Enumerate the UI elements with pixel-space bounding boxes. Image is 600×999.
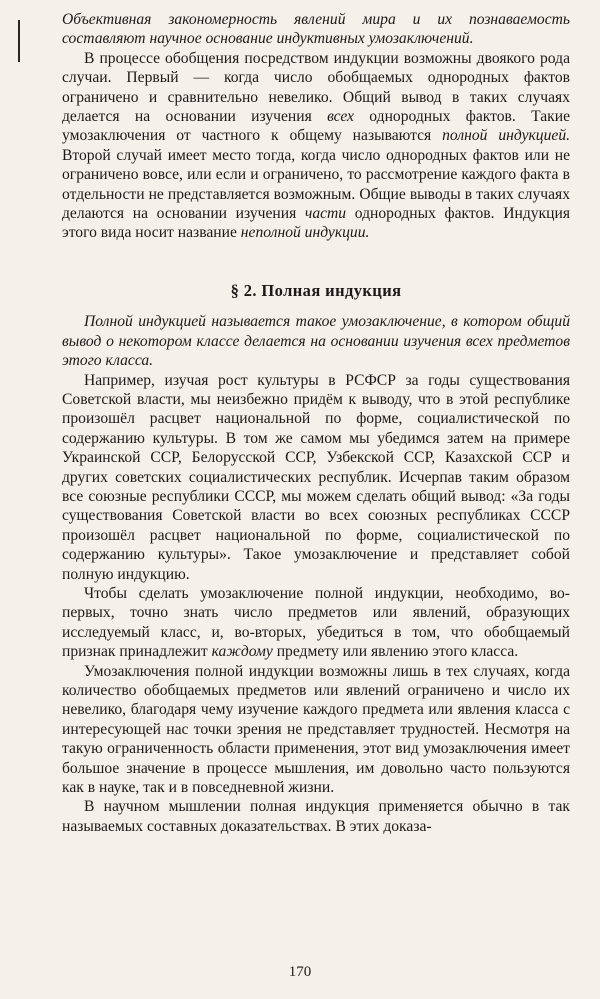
p1-emph-all: всех [327,108,354,126]
paragraph-induction-cases [62,49,570,243]
paragraph-conditions [62,584,570,662]
intro-definition: Объективная закономерность явлений мира и их познаваемость составляют научное основание индуктивных умозаключений. [62,11,570,48]
p1-text-a: В процессе обобщения посредством индукции возможны двоякого рода случаи. Первый — когда число обобщаемых однородных фактов ограничено и сравнительно невелико. Общий вывод в таких случаях делается на основании изучения [62,49,570,126]
p1-text-c: однородных фактов. Такие умозаключения от частного к общему называются [62,108,571,145]
p1-text-g: однородных фактов. Индукция этого вида носит название [62,205,570,242]
section-heading: § 2. Полная индукция [230,280,402,300]
page-body [62,10,570,836]
margin-mark [18,20,20,62]
definition-full-induction: Полной индукцией называется такое умозаключение, в котором общий вывод о некотором классе делается на основании изучения всех предметов этого класса. [62,313,570,370]
paragraph-scientific-use: В научном мышлении полная индукция применяется обычно в так называемых составных доказательствах. В этих доказа- [62,798,570,835]
p3-text-c: предмету или явлению этого класса. [272,643,519,661]
p1-emph-part: части [304,205,347,223]
page-number: 170 [288,964,312,980]
paragraph-limits: Умозаключения полной индукции возможны лишь в тех случаях, когда количество обобщаемых предметов или явлений ограничено и число их невелико, благодаря чему изучение каждого предмета или явления класса с интересующей нас точки зрения не представляет трудностей. Несмотря на такую ограниченность области применения, этот вид умозаключения имеет большое значение в процессе мышления, им довольно часто пользуются как в науке, так и в повседневной жизни. [62,662,570,797]
p1-text-e: Второй случай имеет место тогда, когда число однородных фактов или не ограничено вовсе, или если и ограничено, то рассмотрение каждого факта в отдельности не представляется возможным. Общие выводы в таких случаях делаются на основании изучения [62,146,570,223]
paragraph-example: Например, изучая рост культуры в РСФСР за годы существования Советской власти, мы неизбежно придём к выводу, что в этой республике произошёл расцвет национальной по форме, социалистической по содержанию культуры. В том же самом мы убедимся затем на примере Украинской ССР, Белорусской ССР, Узбекской ССР, Казахской ССР и других советских социалистических республик. Исчерпав таким образом все союзные республики СССР, мы можем сделать общий вывод: «За годы существования Советской власти во всех союзных республиках СССР произошёл расцвет национальной по форме, социалистической по содержанию культуры». Такое умозаключение и представляет собой полную индукцию. [62,371,570,583]
p3-text-a: Чтобы сделать умозаключение полной индукции, необходимо, во-первых, точно знать число предметов или явлений, образующих исследуемый класс, и, во-вторых, убедиться в том, что обобщаемый признак принадлежит [62,584,570,661]
p1-emph-incomplete-induction: неполной индукции. [240,224,370,242]
p3-emph-each: каждому [211,643,273,661]
p1-emph-full-induction: полной индукцией. [442,127,571,145]
